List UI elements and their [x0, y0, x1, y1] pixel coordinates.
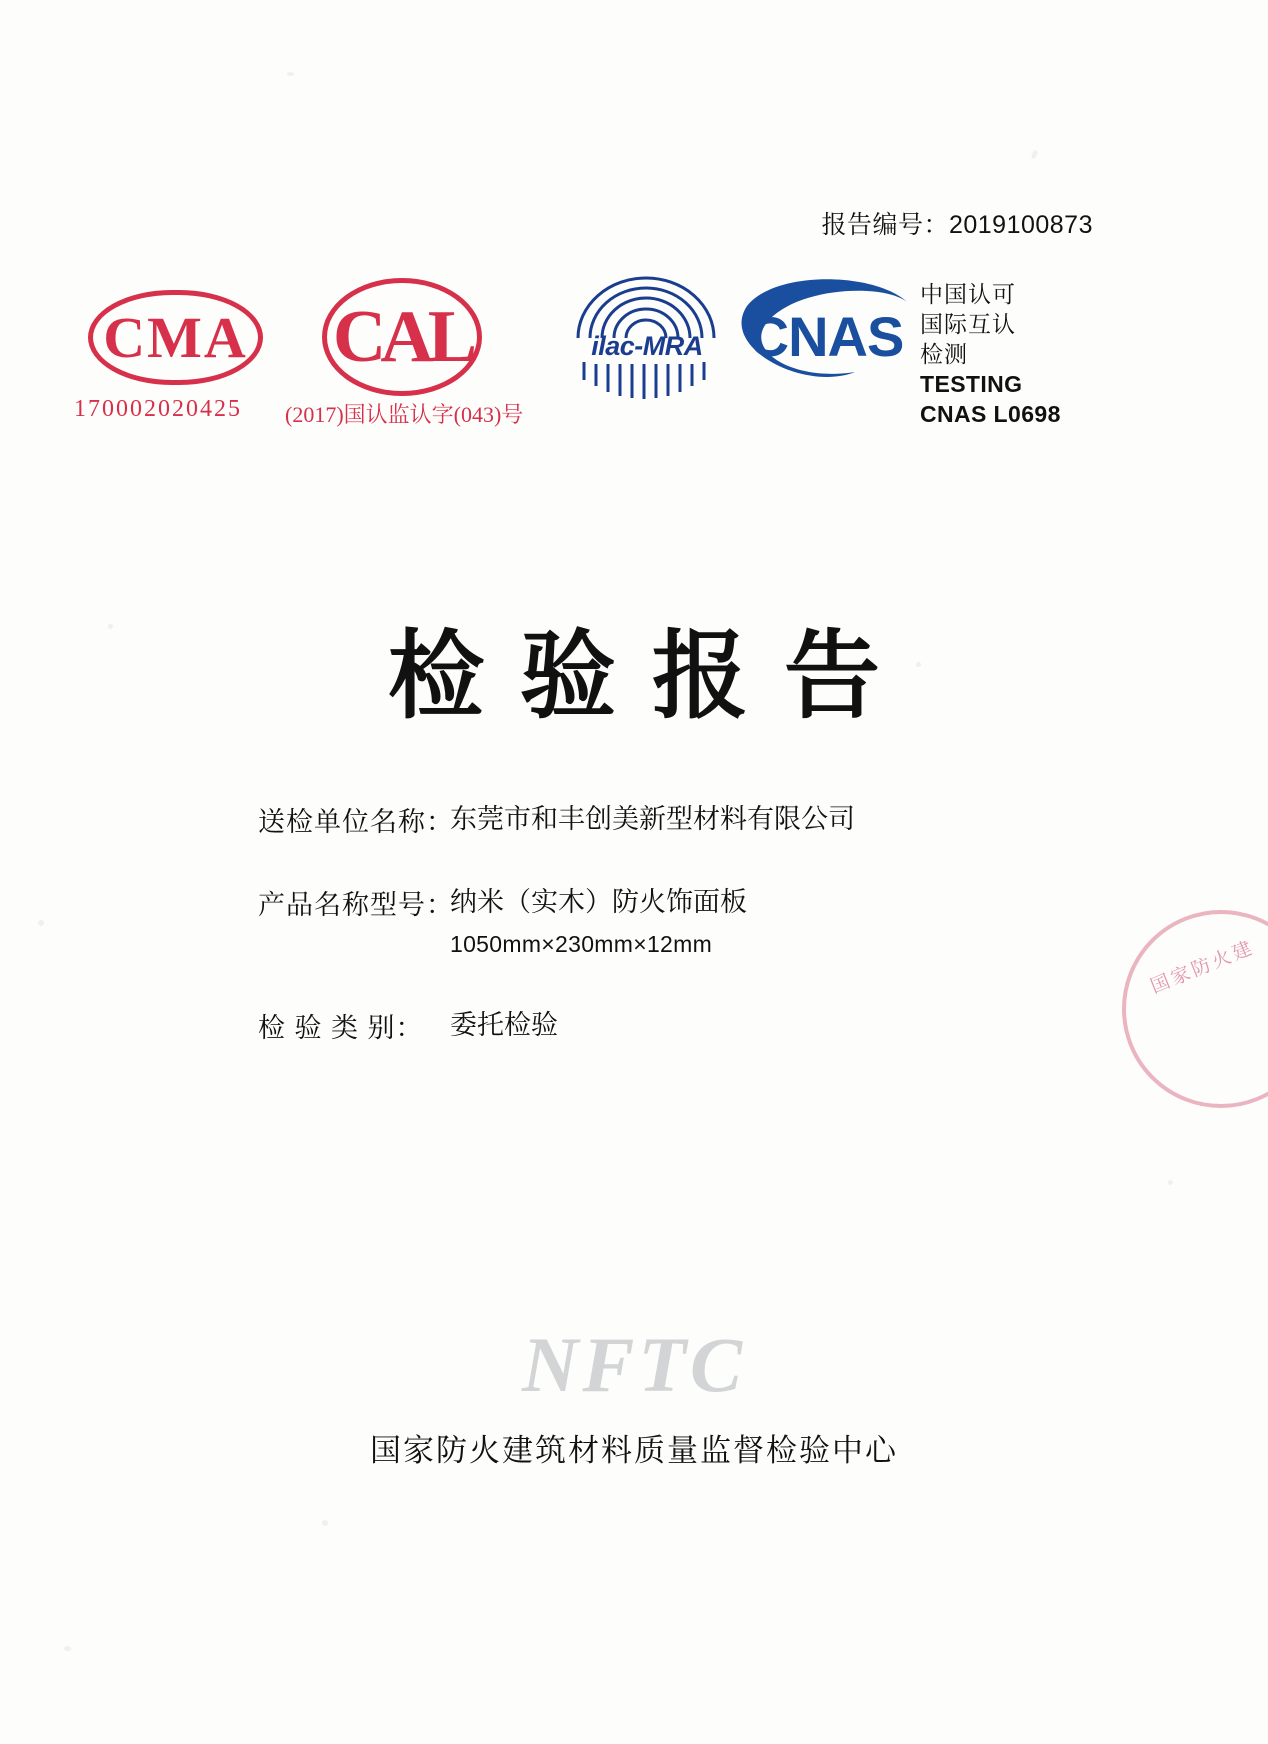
paper-speck — [1030, 149, 1038, 159]
field-row-client — [258, 800, 1118, 839]
field-row-product — [258, 883, 1118, 961]
seal-text: 国家防火建 — [1147, 937, 1258, 998]
field-label-client: 送检单位名称： — [258, 807, 454, 837]
paper-speck — [287, 72, 294, 76]
cal-logo-icon — [322, 278, 482, 396]
field-value-inspection-type: 委托检验 — [450, 1009, 558, 1040]
field-row-inspection-type — [258, 1006, 1118, 1045]
cnas-line-4: TESTING — [920, 370, 1023, 397]
cal-number: (2017)国认监认字(043)号 — [285, 402, 524, 427]
cnas-logo-icon — [735, 276, 917, 394]
field-value-client: 东莞市和丰创美新型材料有限公司 — [450, 804, 855, 834]
paper-speck — [64, 1646, 71, 1651]
cnas-line-2: 国际互认 — [920, 310, 1016, 337]
report-number-value: 2019100873 — [948, 211, 1093, 239]
official-seal — [1122, 910, 1268, 1108]
paper-speck — [1168, 1180, 1173, 1185]
report-number — [821, 205, 1093, 241]
field-label-inspection-type: 检 验 类 别： — [258, 1012, 424, 1043]
ilac-mra-logo-icon — [560, 276, 732, 406]
cnas-mark-text: CNAS — [748, 305, 904, 368]
page-title: 检验报告 — [388, 620, 916, 732]
report-number-label: 报告编号： — [821, 211, 949, 239]
report-fields — [258, 800, 1118, 1089]
cal-mark-text: CAL — [332, 295, 472, 378]
organization-name: 国家防火建筑材料质量监督检验中心 — [370, 1433, 898, 1468]
field-label-product: 产品名称型号： — [258, 890, 454, 921]
cma-logo-icon — [88, 290, 263, 385]
field-value-product-dimensions: 1050mm×230mm×12mm — [450, 931, 713, 958]
cnas-line-1: 中国认可 — [920, 281, 1016, 307]
cnas-line-5: CNAS L0698 — [920, 400, 1061, 427]
ilac-mark-text: ilac-MRA — [591, 331, 703, 361]
cma-mark-text: CMA — [103, 305, 248, 370]
field-value-product-name: 纳米（实木）防火饰面板 — [450, 887, 747, 918]
field-value-product — [450, 883, 747, 961]
cnas-accreditation-text — [920, 280, 1090, 429]
nftc-watermark: NFTC — [521, 1321, 747, 1408]
cnas-line-3: 检测 — [920, 340, 968, 367]
paper-speck — [38, 920, 44, 926]
paper-speck — [322, 1520, 328, 1526]
cma-number: 170002020425 — [74, 396, 242, 422]
accreditation-logo-row — [0, 268, 1268, 443]
